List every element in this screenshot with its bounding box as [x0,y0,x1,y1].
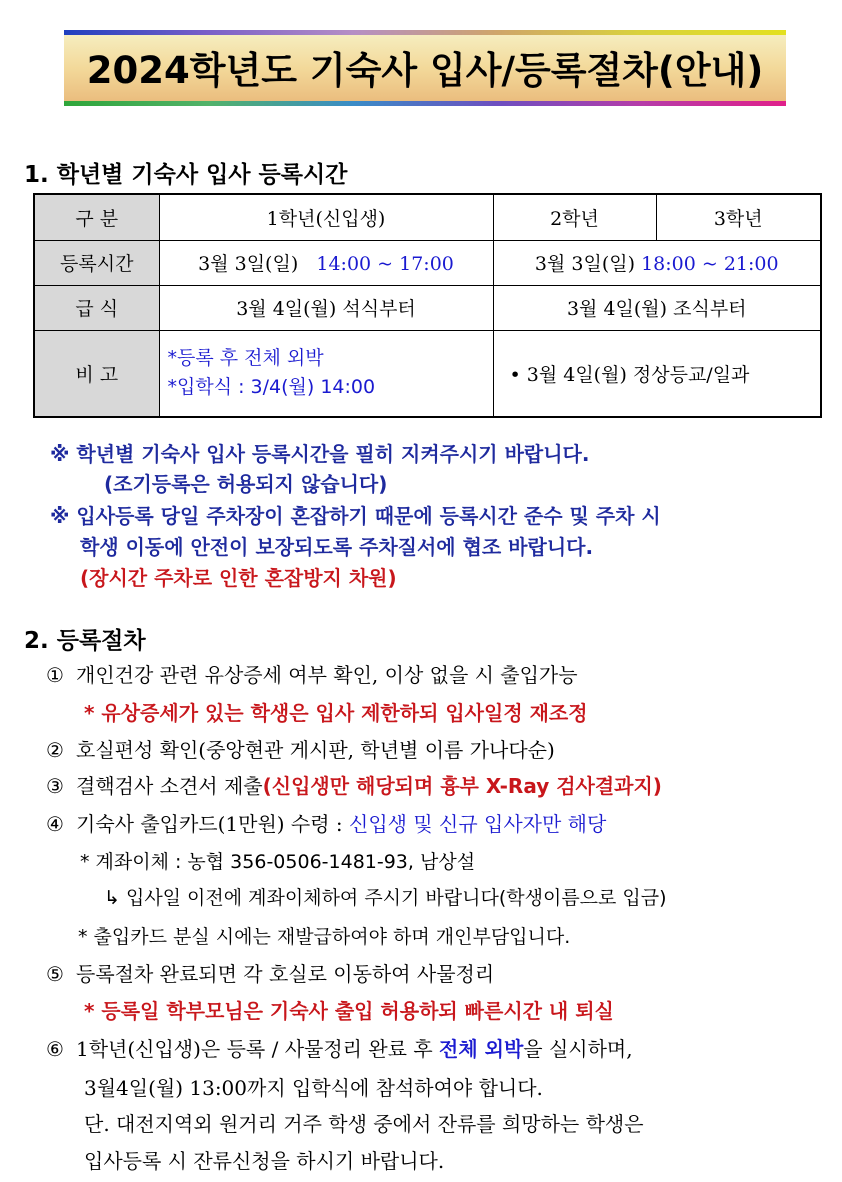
step-number: ⑥ [46,1037,64,1061]
step-6-line2: 3월4일(월) 13:00까지 입학식에 참석하여야 합니다. [84,1076,543,1100]
header-cell-grade1: 1학년(신입생) [159,194,493,240]
title-bar-top [64,30,786,35]
step-4 [46,808,606,837]
step-number: ③ [46,774,64,798]
note-g1-line1: *등록 후 전체 외박 [167,347,324,370]
step-highlight: 전체 외박 [439,1037,524,1061]
register-date-g23: 3월 3일(일) [534,253,636,275]
cell-g1-register [159,240,493,285]
notice2-line1: ※ 입사등록 당일 주차장이 혼잡하기 때문에 등록시간 준수 및 주차 시 [50,504,661,528]
cell-g23-meal: 3월 4일(월) 조식부터 [493,285,821,330]
step-text-tail: 을 실시하며, [523,1037,633,1061]
step-text: 등록절차 완료되면 각 호실로 이동하여 사물정리 [76,962,495,986]
step-text: 기숙사 출입카드(1만원) 수령 : [76,812,350,836]
notice2-line3: (장시간 주차로 인한 혼잡방지 차원) [80,566,397,590]
step-6-line4: 입사등록 시 잔류신청을 하시기 바랍니다. [84,1149,445,1173]
row-label-meal: 급 식 [34,285,159,330]
step-number: ① [46,663,64,687]
step-number: ⑤ [46,962,64,986]
notice2-line2: 학생 이동에 안전이 보장되도록 주차질서에 협조 바랍니다. [80,535,594,559]
step-6-line3: 단. 대전지역외 원거리 거주 학생 중에서 잔류를 희망하는 학생은 [84,1112,644,1136]
step-text: 개인건강 관련 유상증세 여부 확인, 이상 없을 시 출입가능 [76,663,578,687]
step-4-sub3: * 출입카드 분실 시에는 재발급하여야 하며 개인부담입니다. [78,926,571,948]
title-bar-bottom [64,101,786,106]
notice1-line1: ※ 학년별 기숙사 입사 등록시간을 필히 지켜주시기 바랍니다. [50,442,590,466]
table-row [34,194,821,240]
section1-heading: 1. 학년별 기숙사 입사 등록시간 [24,162,348,188]
cell-g23-note: • 3월 4일(월) 정상등교/일과 [493,330,821,417]
register-date-g1: 3월 3일(일) [198,253,299,275]
schedule-table [33,193,822,418]
step-3 [46,770,662,799]
header-cell-grade2: 2학년 [493,194,656,240]
step-number: ④ [46,812,64,836]
table-row [34,330,821,417]
cell-g1-meal: 3월 4일(월) 석식부터 [159,285,493,330]
step-text: 호실편성 확인(중앙현관 게시판, 학년별 이름 가나다순) [76,738,555,762]
step-number: ② [46,738,64,762]
row-label-register: 등록시간 [34,240,159,285]
step-4-sub1: * 계좌이체 : 농협 356-0506-1481-93, 남상설 [80,851,476,873]
step-1-sub: * 유상증세가 있는 학생은 입사 제한하되 입사일정 재조정 [84,701,588,725]
step-highlight: (신입생만 해당되며 흉부 X-Ray 검사결과지) [262,774,662,798]
title-banner [64,30,786,106]
page-title: 2024학년도 기숙사 입사/등록절차(안내) [86,49,764,92]
row-label-note: 비 고 [34,330,159,417]
register-time-g23: 18:00 ~ 21:00 [641,253,779,275]
section2-heading: 2. 등록절차 [24,628,146,654]
step-text: 1학년(신입생)은 등록 / 사물정리 완료 후 [76,1037,440,1061]
step-5-sub: * 등록일 학부모님은 기숙사 출입 허용하되 빠른시간 내 퇴실 [84,999,614,1023]
step-2 [46,734,555,763]
step-1 [46,659,578,688]
step-5 [46,958,494,987]
step-highlight: 신입생 및 신규 입사자만 해당 [349,812,607,836]
table-row [34,285,821,330]
table-row [34,240,821,285]
header-cell-category: 구 분 [34,194,159,240]
notice1-line2: (조기등록은 허용되지 않습니다) [104,472,388,496]
header-cell-grade3: 3학년 [656,194,821,240]
note-g1-line2: *입학식 : 3/4(월) 14:00 [167,376,376,399]
step-6 [46,1033,633,1062]
step-4-sub2: ↳ 입사일 이전에 계좌이체하여 주시기 바랍니다(학생이름으로 입금) [104,887,667,909]
register-time-g1: 14:00 ~ 17:00 [316,253,454,275]
cell-g1-note [159,330,493,417]
step-text: 결핵검사 소견서 제출 [76,774,263,798]
cell-g23-register [493,240,821,285]
